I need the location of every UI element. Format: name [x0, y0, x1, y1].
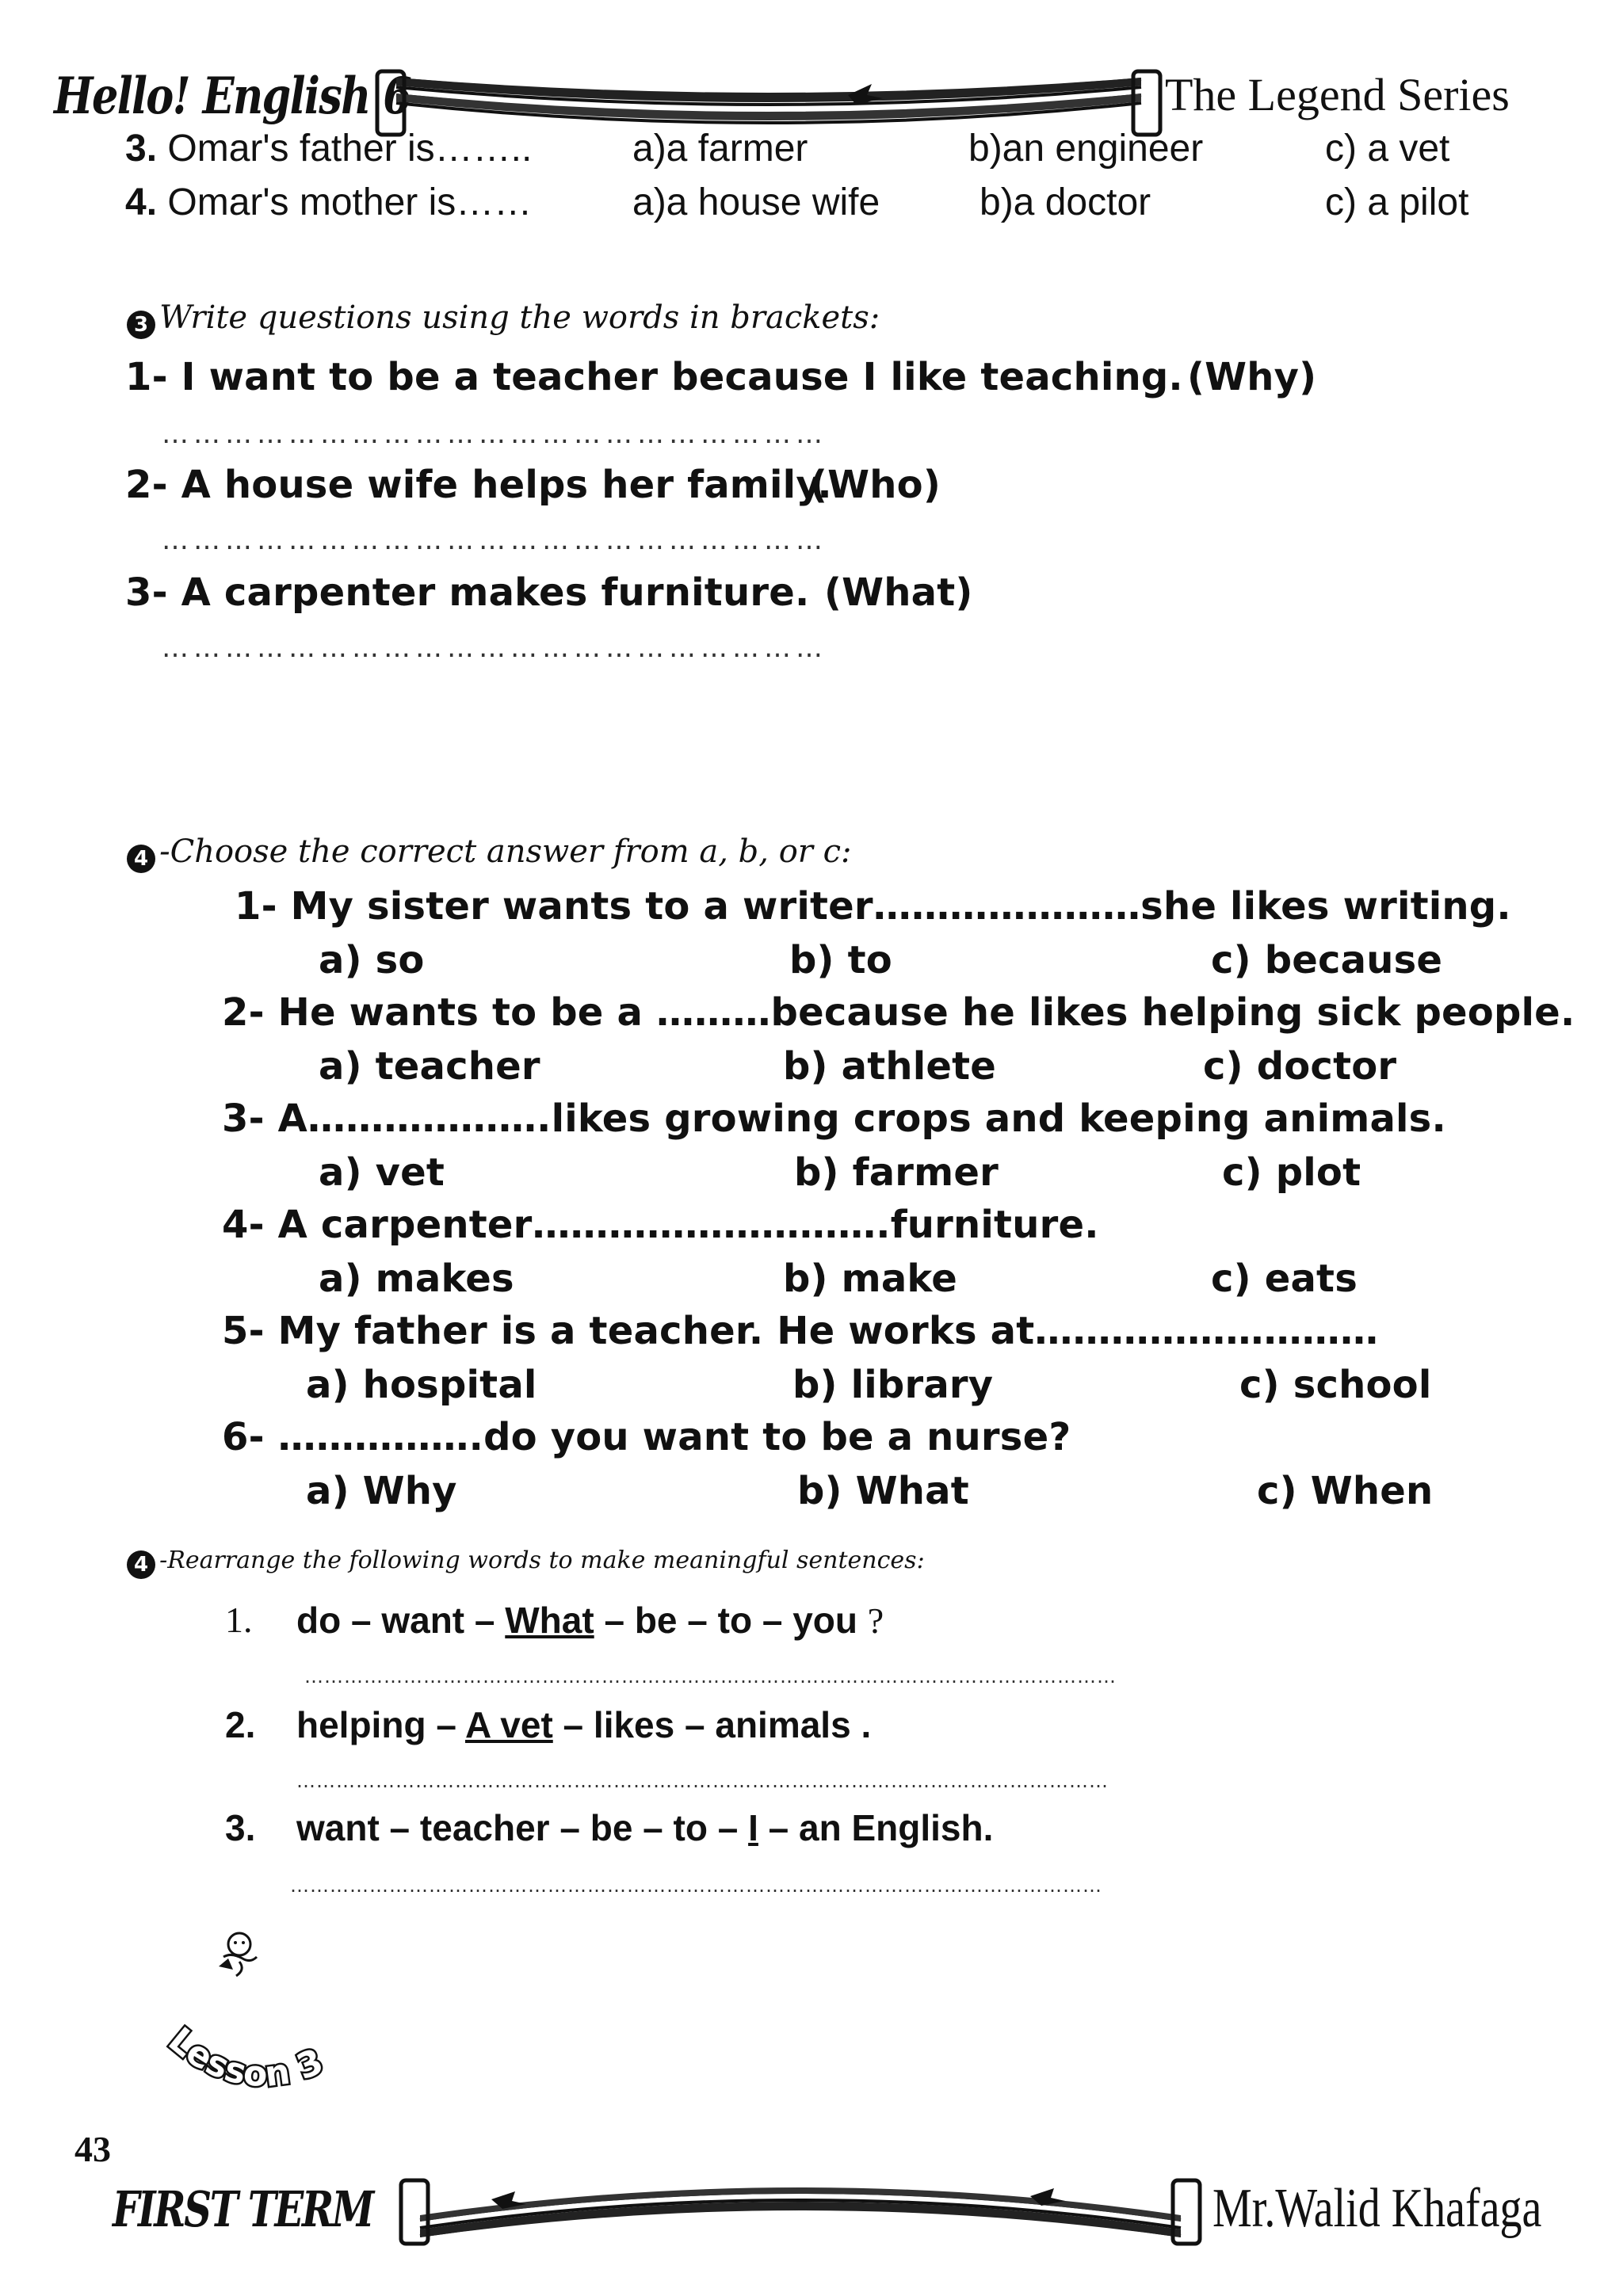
rearrange-words: – likes – animals .: [552, 1704, 872, 1745]
choice-question: 3- A……………….likes growing crops and keeping animals.: [222, 1097, 1446, 1141]
footer-author: Mr.Walid Khafaga: [1212, 2178, 1542, 2239]
choice-option-b[interactable]: b) make: [783, 1257, 958, 1301]
mcq-option-c: c) a vet: [1325, 128, 1450, 170]
choice-option-a[interactable]: a) hospital: [306, 1363, 537, 1407]
answer-line[interactable]: ……………………………………………………………………………………………………………: [296, 1770, 1109, 1792]
mcq-option-c: c) a pilot: [1325, 181, 1469, 223]
question-sentence: 2- A house wife helps her family.: [125, 463, 832, 507]
answer-line[interactable]: ……………………………………………………………………………………………………………: [290, 1875, 1102, 1897]
rearrange-number: 1.: [225, 1600, 253, 1640]
question-mark: ?: [867, 1600, 884, 1641]
choice-option-c[interactable]: c) doctor: [1203, 1044, 1397, 1089]
section-heading-text: -Rearrange the following words to make meaningful sentences:: [159, 1547, 925, 1574]
choice-option-c[interactable]: c) school: [1239, 1363, 1432, 1407]
choice-question: 6- …………….do you want to be a nurse?: [222, 1415, 1071, 1459]
choice-option-a[interactable]: a) vet: [319, 1150, 445, 1195]
choice-option-a[interactable]: a) teacher: [319, 1044, 540, 1089]
rearrange-capital-word: What: [505, 1600, 594, 1641]
choice-question: 2- He wants to be a ………because he likes helping sick people.: [222, 990, 1575, 1035]
mcq-row-3: [125, 127, 532, 170]
choice-option-c[interactable]: c) plot: [1222, 1150, 1361, 1195]
choice-option-a[interactable]: a) makes: [319, 1257, 514, 1301]
choice-option-a[interactable]: a) Why: [306, 1469, 457, 1513]
choice-option-c[interactable]: c) eats: [1211, 1257, 1358, 1301]
section-choose-heading: [127, 833, 852, 873]
choice-question: 1- My sister wants to a writer…………………she likes writing.: [235, 884, 1511, 929]
page-number: 43: [74, 2129, 111, 2169]
mcq-option-b: b)an engineer: [968, 128, 1204, 170]
section-number-badge: 3: [127, 311, 155, 339]
choice-option-c[interactable]: c) because: [1211, 938, 1443, 982]
rearrange-capital-word: I: [748, 1807, 758, 1848]
section-heading-text: Write questions using the words in brackets:: [159, 299, 880, 336]
question-hint: (Who): [810, 463, 941, 507]
footer-term: FIRST TERM: [113, 2180, 373, 2238]
answer-line[interactable]: ………………………………………………………: [162, 632, 827, 664]
rearrange-sentence: [296, 1599, 884, 1642]
footer-ribbon-banner: [396, 2164, 1205, 2252]
rearrange-sentence: [296, 1703, 871, 1746]
choice-option-c[interactable]: c) When: [1257, 1469, 1434, 1513]
question-hint: (What): [824, 570, 973, 615]
choice-option-b[interactable]: b) farmer: [794, 1150, 999, 1195]
section-number-badge: 4: [127, 1550, 155, 1579]
rearrange-capital-word: A vet: [464, 1704, 553, 1745]
answer-line[interactable]: ……………………………………………………………………………………………………………: [304, 1665, 1117, 1688]
rearrange-number: 3.: [225, 1807, 256, 1848]
choice-option-b[interactable]: b) library: [792, 1363, 994, 1407]
mcq-number: 3.: [125, 128, 158, 170]
choice-option-a[interactable]: a) so: [319, 938, 425, 982]
choice-option-b[interactable]: b) to: [789, 938, 892, 982]
mcq-stem: Omar's mother is……: [167, 181, 533, 223]
lesson-stamp-text: Lesson 3: [160, 2019, 329, 2096]
answer-line[interactable]: ………………………………………………………: [162, 418, 827, 450]
question-sentence: 3- A carpenter makes furniture.: [125, 570, 810, 615]
section-heading-text: -Choose the correct answer from a, b, or c:: [159, 833, 852, 870]
mcq-row-4: [125, 181, 532, 224]
answer-line[interactable]: ………………………………………………………: [162, 524, 827, 556]
header-series: The Legend Series: [1165, 69, 1510, 120]
choice-question: 5- My father is a teacher. He works at………………………: [222, 1309, 1379, 1353]
section-rearrange-heading: [127, 1547, 925, 1579]
question-hint: (Why): [1187, 355, 1317, 399]
mcq-option-b: b)a doctor: [980, 181, 1151, 223]
mcq-option-a: a)a house wife: [632, 181, 880, 223]
rearrange-words: want – teacher – be – to –: [296, 1807, 749, 1848]
mcq-option-a: a)a farmer: [632, 128, 808, 170]
mcq-number: 4.: [125, 181, 158, 223]
rearrange-sentence: [296, 1806, 993, 1849]
lesson-stamp: [151, 2012, 380, 2131]
choice-option-b[interactable]: b) What: [797, 1469, 969, 1513]
cartoon-mascot-icon: [208, 1925, 263, 1981]
section-write-questions-heading: [127, 299, 880, 339]
question-sentence: 1- I want to be a teacher because I like teaching.: [125, 355, 1183, 399]
choice-option-b[interactable]: b) athlete: [783, 1044, 997, 1089]
header-title: Hello! English 6: [54, 67, 411, 126]
rearrange-words: – an English.: [758, 1807, 994, 1848]
mcq-stem: Omar's father is……..: [167, 128, 533, 170]
rearrange-words: – be – to – you: [594, 1600, 868, 1641]
rearrange-words: helping –: [296, 1704, 465, 1745]
rearrange-words: do – want –: [296, 1600, 506, 1641]
svg-text:Lesson 3: [161, 2019, 329, 2095]
rearrange-number: 2.: [225, 1704, 256, 1745]
choice-question: 4- A carpenter……………………….furniture.: [222, 1203, 1099, 1247]
section-number-badge: 4: [127, 845, 155, 873]
